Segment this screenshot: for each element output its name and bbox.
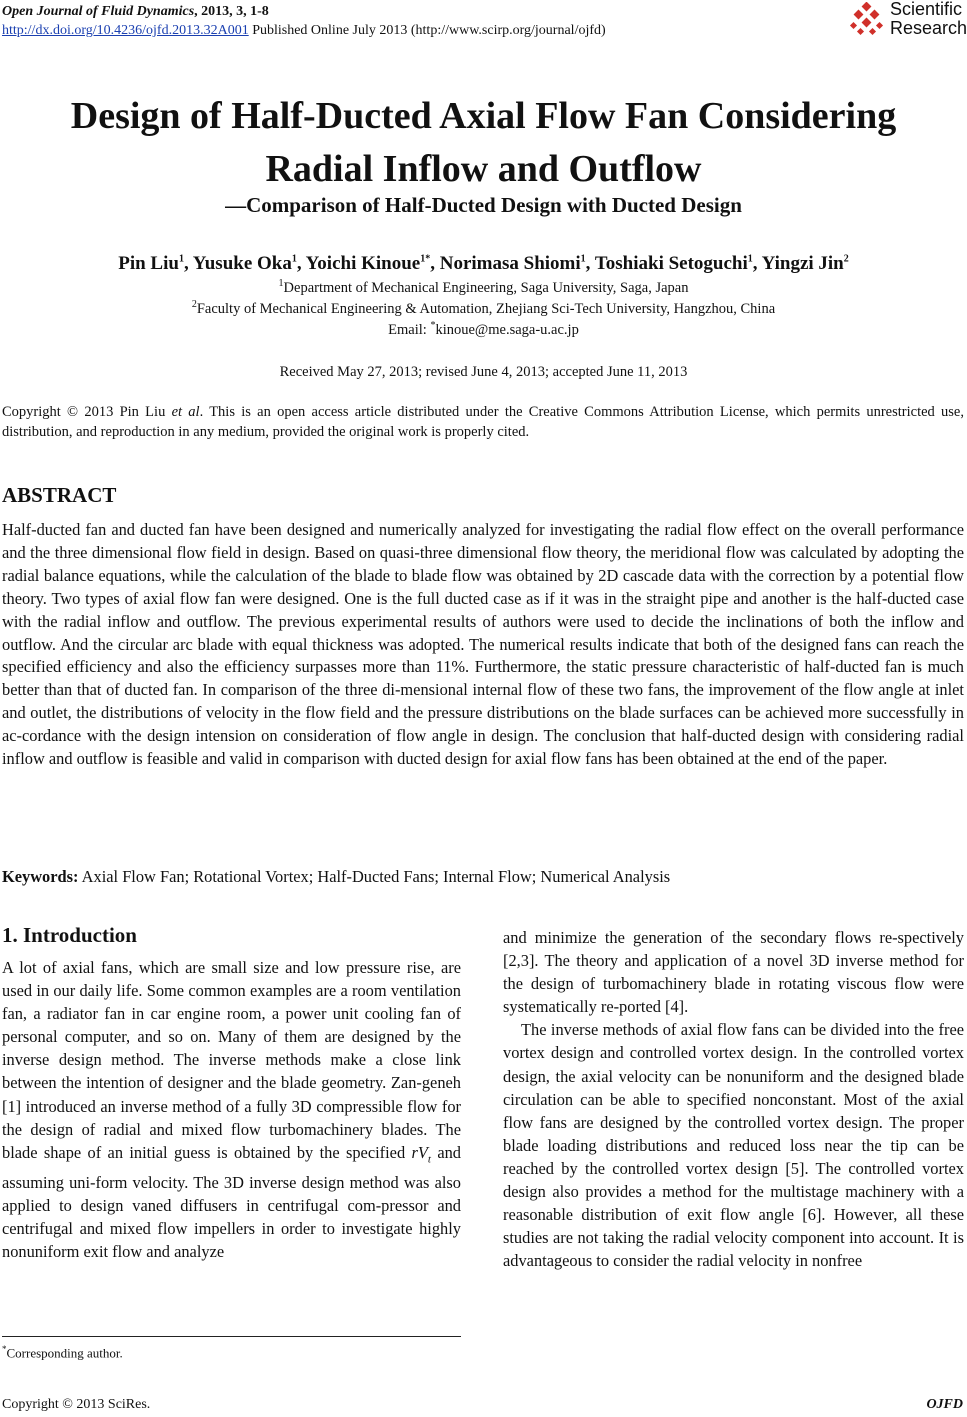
author-affiliation-mark: 2 <box>843 253 849 265</box>
author-affiliation-mark: 1 <box>580 253 586 265</box>
footer-copyright: Copyright © 2013 SciRes. <box>2 1397 151 1412</box>
author-separator: , <box>183 253 193 274</box>
intro-variable: rV <box>411 1142 428 1162</box>
intro-text-part-a: A lot of axial fans, which are small size and low pressure rise, are used in our daily life. Some common examples are a room ventilation fan, a radiator fan in car engine room, a power unit cooling fan of personal computer, and so on. Many of them are designed by the inverse design method. The inverse methods make a close link between the intention of designer and the blade geometry. Zan-geneh [1] introduced an inverse method of a fully 3D compressible flow for the design of radial and mixed flow turbomachinery blades. The blade shape of an initial guess is obtained by the specified <box>2 958 461 1162</box>
journal-citation-line <box>2 2 802 21</box>
scientific-research-logo <box>848 0 966 44</box>
author-separator: , <box>296 253 306 274</box>
author-name: Yusuke Oka <box>192 253 292 274</box>
logo-text-line1: Scientific <box>890 0 963 19</box>
logo-text <box>890 0 967 38</box>
copyright-notice <box>2 402 964 442</box>
logo-text-line2: Research <box>890 18 967 38</box>
footnote-mark: * <box>2 1344 7 1354</box>
email-line <box>0 320 967 340</box>
author-separator: , <box>430 253 440 274</box>
paper-subtitle: —Comparison of Half-Ducted Design with Ducted Design <box>225 193 742 217</box>
intro-variable-subscript-text: t <box>427 1153 431 1166</box>
copyright-etal: et al <box>171 404 200 420</box>
author-affiliation-mark: 1 <box>291 253 297 265</box>
corresponding-mark: * <box>430 320 436 332</box>
affiliation-1 <box>0 278 967 298</box>
affiliation-text: Department of Mechanical Engineering, Saga University, Saga, Japan <box>283 280 689 296</box>
author-name: Pin Liu <box>118 253 179 274</box>
copyright-text-end: . This is an open access article distributed under the Creative Commons Attribution License, which permits unrestricted use, distribution, and reproduction in any medium, provided the original work is properly cited. <box>2 404 964 440</box>
affiliation-text: Faculty of Mechanical Engineering & Automation, Zhejiang Sci-Tech University, Hangzhou, China <box>196 301 776 317</box>
email-label: Email: <box>388 322 431 338</box>
footnote-rule <box>2 1336 461 1337</box>
author-affiliation-mark: 1 <box>178 253 184 265</box>
intro-paragraph-1 <box>2 956 461 1264</box>
author-name: Yoichi Kinoue <box>305 253 421 274</box>
doi-line <box>2 21 802 40</box>
author-affiliation-mark: 1* <box>420 253 431 265</box>
intro-paragraph-1-continued: and minimize the generation of the secondary flows re-spectively [2,3]. The theory and application of a novel 3D inverse method for the design of turbomachinery blade in rotating viscous flow were systematically re-ported [4]. <box>503 928 964 1017</box>
keywords-line <box>2 866 964 888</box>
footnote-text: Corresponding author. <box>6 1345 123 1361</box>
title-line-2: Radial Inflow and Outflow <box>265 148 702 190</box>
author-affiliation-mark: 1 <box>747 253 753 265</box>
body-column-left <box>2 921 461 1264</box>
keywords-label: Keywords: <box>2 867 79 886</box>
logo-icon <box>848 2 886 40</box>
title-line-1: Design of Half-Ducted Axial Flow Fan Considering <box>70 95 897 137</box>
affiliation-mark: 2 <box>191 299 197 311</box>
affiliation-mark: 1 <box>278 278 284 290</box>
author-name: Toshiaki Setoguchi <box>594 253 748 274</box>
published-info: Published Online July 2013 (http://www.scirp.org/journal/ojfd) <box>248 23 606 38</box>
journal-volume: , 2013, 3, 1-8 <box>194 4 269 19</box>
footer-journal-abbrev: OJFD <box>926 1397 963 1412</box>
body-column-right <box>503 926 964 1272</box>
doi-link[interactable]: http://dx.doi.org/10.4236/ojfd.2013.32A001 <box>2 23 249 38</box>
received-dates: Received May 27, 2013; revised June 4, 2013; accepted June 11, 2013 <box>279 364 688 380</box>
abstract-body: Half-ducted fan and ducted fan have been designed and numerically analyzed for investigating the radial flow effect on the overall performance and the three dimensional flow field in design. Based on quasi-three dimensional flow theory, the meridional flow was calculated by adopting the radial balance equations, while the calculation of the blade to blade flow was obtained by 2D cascade data with the correction by a potential flow theory. Two types of axial flow fan were designed. One is the full ducted case as if it was in the straight pipe and another is the half-ducted case with the radial inflow and outflow. The previous experimental results of authors were used to decide the inclinations of both the inflow and outflow. And the circular arc blade with equal thickness was adopted. The numerical results indicate that both of the designed fans can reach the specified efficiency and also the efficiency surpasses more than 11%. Furthermore, the static pressure characteristic of half-ducted fan is much better than that of ducted fan. In comparison of the three di-mensional internal flow of these two fans, the improvement of the flow angle at inlet and outlet, the distributions of velocity in the flow field and the pressure distributions on the blade surfaces can be achieved more successfully in ac-cordance with the design intension on consideration of flow angle in design. The conclusion that half-ducted design with considering radial inflow and outflow is feasible and valid in comparison with ducted design for axial flow fans has been obtained at the end of the paper. <box>2 520 964 769</box>
abstract-heading: ABSTRACT <box>2 483 117 507</box>
author-separator: , <box>585 253 595 274</box>
copyright-text-start: Copyright © 2013 Pin Liu <box>2 404 172 420</box>
email-address[interactable]: kinoue@me.saga-u.ac.jp <box>435 322 579 338</box>
author-name: Yingzi Jin <box>761 253 844 274</box>
keywords-text: Axial Flow Fan; Rotational Vortex; Half-Ducted Fans; Internal Flow; Numerical Analysis <box>78 867 671 886</box>
paper-title <box>0 90 967 196</box>
author-name: Norimasa Shiomi <box>439 253 581 274</box>
footnote <box>2 1340 123 1362</box>
intro-text-part-b: and assuming uni-form velocity. The 3D inverse design method was also applied to design vaned diffusers in centrifugal com-pressor and centrifugal and mixed flow impellers in order to investigate highly nonuniform exit flow and analyze <box>2 1142 461 1262</box>
intro-paragraph-2: The inverse methods of axial flow fans can be divided into the free vortex design and controlled vortex design. In the controlled vortex design, the axial velocity can be nonuniform and the designed blade circulation can be able to specified nonconstant. Most of the axial flow fans are designed by the controlled vortex design. The proper blade loading distributions and reduced loss near the tip can be reached by the controlled vortex design [5]. The controlled vortex design also provides a method for the multistage machinery with a reasonable distribution of exit flow angle [6]. However, all these studies are not taking the radial velocity component into account. It is advantageous to consider the radial velocity in nonfree <box>503 1020 964 1271</box>
author-list <box>0 252 967 276</box>
journal-name: Open Journal of Fluid Dynamics <box>2 4 195 19</box>
journal-header <box>2 2 802 40</box>
section-heading-introduction: 1. Introduction <box>2 923 137 947</box>
affiliation-2 <box>0 299 967 319</box>
author-separator: , <box>752 253 762 274</box>
